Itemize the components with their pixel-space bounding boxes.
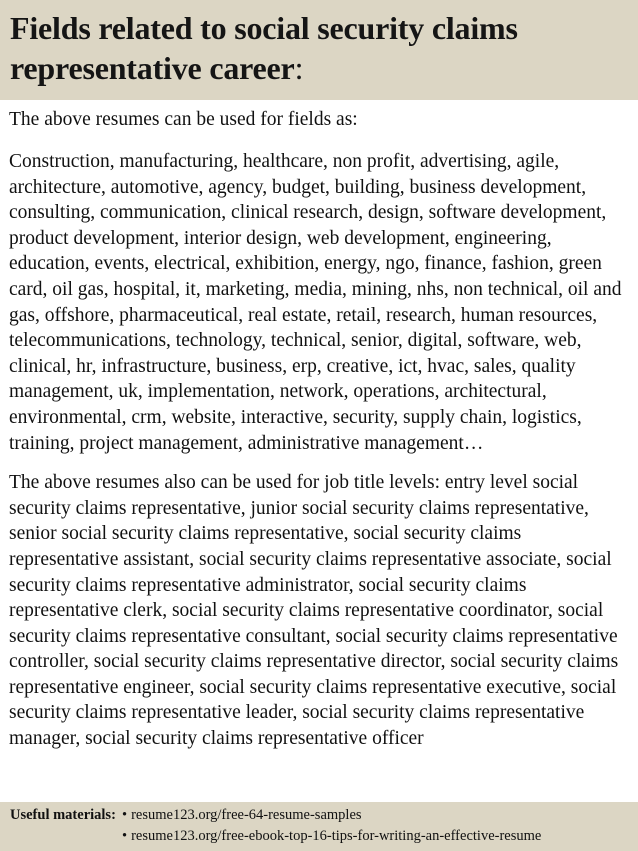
intro-text: The above resumes can be used for fields as: (9, 109, 358, 130)
page-title (10, 8, 628, 88)
useful-materials-label (10, 805, 122, 826)
page-title-text: Fields related to social security claims representative career (10, 10, 518, 86)
main-content (9, 107, 631, 752)
job-levels-list: The above resumes also can be used for job title levels: entry level social security claims representative, junior social security claims representative, senior social security claims representative, social security claims representative assistant, social security claims representative associate, social security claims representative administrator, social security claims representative clerk, social security claims representative coordinator, social security claims representative consultant, social security claims representative controller, social security claims representative director, social security claims representative engineer, social security claims representative executive, social security claims representative leader, social security claims representative manager, social security claims representative officer (9, 472, 619, 750)
footer-row-1 (10, 805, 628, 826)
footer-label-spacer (10, 826, 122, 847)
footer-row-2 (10, 826, 628, 847)
bullet-icon: • (122, 807, 128, 823)
fields-list: Construction, manufacturing, healthcare, non profit, advertising, agile, architecture, automotive, agency, budget, building, business development, consulting, communication, clinical research, design, software development, product development, interior design, web development, engineering, education, events, electrical, exhibition, energy, ngo, finance, fashion, green card, oil gas, hospital, it, marketing, media, mining, nhs, non technical, oil and gas, offshore, pharmaceutical, real estate, retail, research, human resources, telecommunications, technology, technical, senior, digital, software, web, clinical, hr, infrastructure, business, erp, creative, ict, hvac, sales, quality management, uk, implementation, network, operations, architectural, environmental, crm, website, interactive, security, supply chain, logistics, training, project management, administrative management… (9, 151, 622, 454)
useful-materials-separator: : (111, 807, 116, 823)
useful-materials-footer (0, 802, 638, 851)
title-banner (0, 0, 638, 100)
resume-ebook-link[interactable]: resume123.org/free-ebook-top-16-tips-for-writing-an-effective-resume (131, 828, 542, 844)
useful-materials-label-text: Useful materials (10, 807, 112, 823)
bullet-icon: • (122, 828, 128, 844)
resume-samples-link[interactable]: resume123.org/free-64-resume-samples (131, 807, 362, 823)
page-title-colon: : (294, 50, 304, 86)
